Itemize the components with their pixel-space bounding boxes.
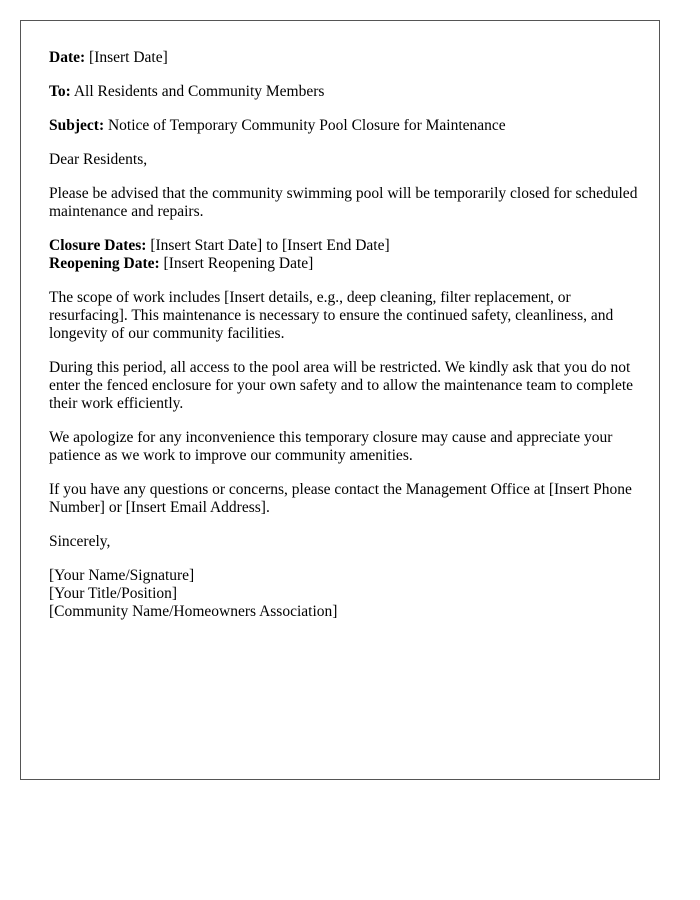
access-paragraph: During this period, all access to the pool area will be restricted. We kindly ask that you do not enter the fenced enclosure for your own safety and to allow the maintenance team to complete their work efficiently. [49, 359, 634, 412]
to-label: To: [49, 83, 71, 100]
date-value: [Insert Date] [89, 49, 168, 66]
date-label: Date: [49, 49, 86, 66]
closure-dates-value: [Insert Start Date] to [Insert End Date] [150, 237, 390, 254]
signer-title: [Your Title/Position] [49, 585, 178, 602]
signature-block [49, 567, 649, 621]
scope-paragraph: The scope of work includes [Insert details, e.g., deep cleaning, filter replacement, or resurfacing]. This maintenance is necessary to ensure the continued safety, cleanliness, and longevity of our community facilities. [49, 289, 614, 342]
date-line [49, 49, 649, 67]
contact-paragraph: If you have any questions or concerns, please contact the Management Office at [Insert Phone Number] or [Insert Email Address]. [49, 481, 632, 516]
closure-dates-label: Closure Dates: [49, 237, 147, 254]
reopening-date-label: Reopening Date: [49, 255, 160, 272]
reopening-date-line [49, 255, 649, 273]
dates-block [49, 237, 649, 273]
apology-paragraph: We apologize for any inconvenience this temporary closure may cause and appreciate your patience as we work to improve our community amenities. [49, 429, 613, 464]
subject-line [49, 117, 649, 135]
salutation: Dear Residents, [49, 151, 148, 168]
closure-dates-line [49, 237, 649, 255]
subject-label: Subject: [49, 117, 105, 134]
reopening-date-value: [Insert Reopening Date] [163, 255, 314, 272]
sign-off: Sincerely, [49, 533, 111, 550]
subject-value: Notice of Temporary Community Pool Closure for Maintenance [107, 117, 506, 134]
signer-organization: [Community Name/Homeowners Association] [49, 603, 338, 620]
letter-page [20, 20, 660, 780]
letter-content [49, 49, 649, 637]
signer-name: [Your Name/Signature] [49, 567, 195, 584]
to-line [49, 83, 649, 101]
to-value: All Residents and Community Members [73, 83, 325, 100]
intro-paragraph: Please be advised that the community swimming pool will be temporarily closed for scheduled maintenance and repairs. [49, 185, 638, 220]
